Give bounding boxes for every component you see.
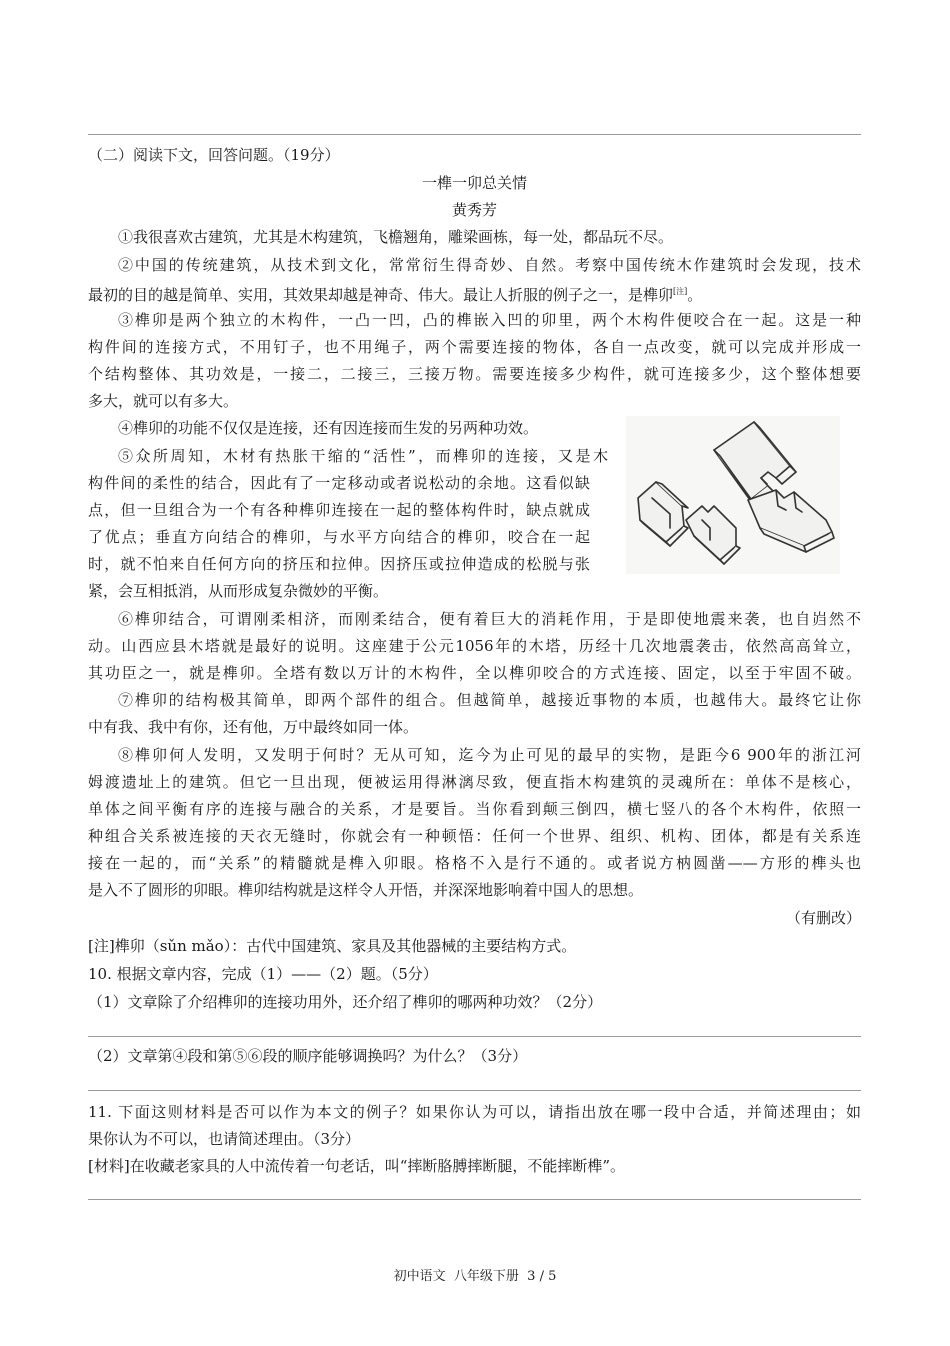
paragraph-3-line-3: 个结构整体、其功效是，一接二，二接三，三接万物。需要连接多少构件，就可连接多少，这个整体想要: [88, 365, 861, 383]
paragraph-4: ④榫卯的功能不仅仅是连接，还有因连接而生发的另两种功效。: [118, 419, 539, 437]
paragraph-1: ①我很喜欢古建筑，尤其是木构建筑，飞檐翘角，雕梁画栋，每一处，都品玩不尽。: [118, 228, 674, 246]
top-rule: [88, 134, 861, 135]
answer-line-11[interactable]: [88, 1199, 861, 1200]
paragraph-8-line-6: 是入不了圆形的卯眼。榫卯结构就是这样令人开悟，并深深地影响着中国人的思想。: [88, 881, 644, 899]
question-11-line-1: 11. 下面这则材料是否可以作为本文的例子？如果你认为可以，请指出放在哪一段中合适，并简述理由；如: [88, 1103, 861, 1121]
paragraph-5-line-5: 时，就不怕来自任何方向的挤压和拉伸。因挤压或拉伸造成的松脱与张: [88, 555, 590, 573]
paragraph-6-line-2: 动。山西应县木塔就是最好的说明。这座建于公元1056年的木塔，历经十几次地震袭击，依然高高耸立，: [88, 637, 861, 655]
paragraph-8-line-2: 姆渡遗址上的建筑。但它一旦出现，便被运用得淋漓尽致，便直指木构建筑的灵魂所在：单体不是核心，: [88, 773, 861, 791]
paragraph-2-line-1: ②中国的传统建筑，从技术到文化，常常衍生得奇妙、自然。考察中国传统木作建筑时会发现，技术: [118, 256, 861, 274]
paragraph-7-line-1: ⑦榫卯的结构极其简单，即两个部件的组合。但越简单，越接近事物的本质，也越伟大。最终它让你: [118, 691, 861, 709]
paragraph-5-line-1: ⑤众所周知，木材有热胀干缩的“活性”，而榫卯的连接，又是木: [118, 447, 608, 465]
footnote: [注]榫卯（sǔn mǎo）：古代中国建筑、家具及其他器械的主要结构方式。: [88, 937, 577, 955]
paragraph-3-line-2: 构件间的连接方式，不用钉子，也不用绳子，两个需要连接的物体，各自一点改变，就可以完成并形成一: [88, 338, 861, 356]
article-author: 黄秀芳: [451, 201, 497, 219]
article-title: 一榫一卯总关情: [421, 174, 527, 192]
edit-note: （有删改）: [785, 909, 861, 927]
section-heading: （二）阅读下文，回答问题。（19分）: [88, 146, 340, 164]
paragraph-5-line-2: 构件间的柔性的结合，因此有了一定移动或者说松动的余地。这看似缺: [88, 474, 590, 492]
paragraph-5-line-3: 点，但一旦组合为一个有各种榫卯连接在一起的整体构件时，缺点就成: [88, 501, 590, 519]
paragraph-3-line-4: 多大，就可以有多大。: [88, 392, 239, 410]
question-11-line-2: 果你认为不可以，也请简述理由。（3分）: [88, 1130, 361, 1148]
paragraph-7-line-2: 中有我、我中有你，还有他，万中最终如同一体。: [88, 718, 419, 736]
paragraph-6-line-3: 其功臣之一，就是榫卯。全塔有数以万计的木构件，全以榫卯咬合的方式连接、固定，以至于牢固不破。: [88, 664, 861, 682]
question-10-part-1: （1）文章除了介绍榫卯的连接功用外，还介绍了榫卯的哪两种功效？（2分）: [88, 993, 603, 1011]
paragraph-8-line-1: ⑧榫卯何人发明，又发明于何时？无从可知，迄今为止可见的最早的实物，是距今6 900年的浙江河: [118, 746, 861, 764]
paragraph-8-line-3: 单体之间平衡有序的连接与融合的关系，才是要旨。当你看到颠三倒四，横七竖八的各个木构件，依照一: [88, 800, 861, 818]
paragraph-5-line-6: 紧，会互相抵消，从而形成复杂微妙的平衡。: [88, 582, 389, 600]
paragraph-8-line-5: 接在一起的，而“关系”的精髓就是榫入卯眼。格格不入是行不通的。或者说方枘圆凿——方形的榫头也: [88, 854, 861, 872]
question-10-part-2: （2）文章第④段和第⑤⑥段的顺序能够调换吗？为什么？（3分）: [88, 1047, 528, 1065]
page-footer: 初中语文 八年级下册 3 / 5: [393, 1269, 557, 1284]
mortise-tenon-joint-diagram-icon: [626, 416, 840, 574]
paragraph-3-line-1: ③榫卯是两个独立的木构件，一凸一凹，凸的榫嵌入凹的卯里，两个木构件便咬合在一起。这是一种: [118, 311, 861, 329]
paragraph-8-line-4: 种组合关系被连接的天衣无缝时，你就会有一种顿悟：任何一个世界、组织、机构、团体，都是有关系连: [88, 827, 861, 845]
question-11-material: [材料]在收藏老家具的人中流传着一句老话，叫“摔断胳膊摔断腿，不能摔断榫”。: [88, 1157, 626, 1175]
footnote-marker: [注]: [673, 287, 688, 296]
paragraph-6-line-1: ⑥榫卯结合，可谓刚柔相济，而刚柔结合，便有着巨大的消耗作用，于是即使地震来袭，也自岿然不: [118, 610, 861, 628]
answer-line-10-2[interactable]: [88, 1090, 861, 1091]
paragraph-2-line-2: 最初的目的越是简单、实用，其效果却越是神奇、伟大。最让人折服的例子之一，是榫卯[注]。: [88, 286, 703, 304]
question-10-stem: 10. 根据文章内容，完成（1）——（2）题。（5分）: [88, 965, 438, 983]
paragraph-5-line-4: 了优点；垂直方向结合的榫卯，与水平方向结合的榫卯，咬合在一起: [88, 528, 590, 546]
answer-line-10-1[interactable]: [88, 1036, 861, 1037]
